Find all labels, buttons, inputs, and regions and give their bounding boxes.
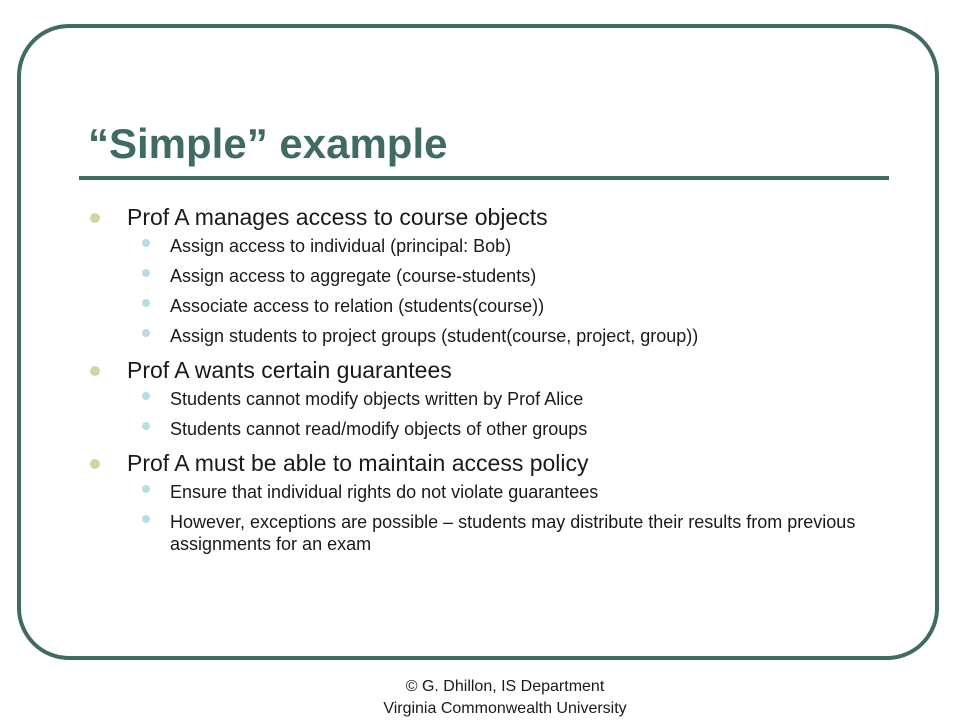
bullet-group bbox=[88, 202, 888, 347]
footer-line-university: Virginia Commonwealth University bbox=[383, 700, 627, 717]
sub-bullet-dot-icon bbox=[142, 299, 150, 307]
bullet-item bbox=[88, 202, 888, 232]
bullet-text: Prof A wants certain guarantees bbox=[127, 357, 452, 383]
sub-bullet-dot-icon bbox=[142, 239, 150, 247]
slide-title: “Simple” example bbox=[88, 120, 448, 167]
sub-bullet-item bbox=[88, 235, 888, 257]
sub-bullet-item bbox=[88, 418, 888, 440]
sub-bullet-text: Students cannot read/modify objects of other groups bbox=[170, 419, 588, 439]
bullet-dot-icon bbox=[90, 366, 100, 376]
footer-line-department: © G. Dhillon, IS Department bbox=[405, 678, 605, 695]
slide-footer bbox=[0, 676, 960, 720]
sub-bullet-text: However, exceptions are possible – students may distribute their results from previous assignments for an exam bbox=[170, 512, 856, 554]
sub-bullet-item bbox=[88, 325, 888, 347]
sub-bullet-text: Assign access to individual (principal: Bob) bbox=[170, 236, 512, 256]
sub-bullet-item bbox=[88, 295, 888, 317]
title-underline bbox=[79, 176, 889, 180]
bullet-item bbox=[88, 448, 888, 478]
bullet-dot-icon bbox=[90, 213, 100, 223]
bullet-text: Prof A manages access to course objects bbox=[127, 204, 548, 230]
bullet-dot-icon bbox=[90, 459, 100, 469]
sub-bullet-text: Assign access to aggregate (course-students) bbox=[170, 266, 537, 286]
bullet-group bbox=[88, 355, 888, 440]
bullet-item bbox=[88, 355, 888, 385]
sub-bullet-item bbox=[88, 511, 888, 555]
bullet-list bbox=[88, 202, 888, 563]
sub-bullet-dot-icon bbox=[142, 269, 150, 277]
sub-bullet-item bbox=[88, 481, 888, 503]
sub-bullet-dot-icon bbox=[142, 515, 150, 523]
sub-bullet-text: Students cannot modify objects written by Prof Alice bbox=[170, 389, 584, 409]
sub-bullet-dot-icon bbox=[142, 485, 150, 493]
bullet-text: Prof A must be able to maintain access policy bbox=[127, 450, 589, 476]
sub-bullet-text: Ensure that individual rights do not violate guarantees bbox=[170, 482, 599, 502]
sub-bullet-dot-icon bbox=[142, 392, 150, 400]
sub-bullet-dot-icon bbox=[142, 329, 150, 337]
sub-bullet-dot-icon bbox=[142, 422, 150, 430]
bullet-group bbox=[88, 448, 888, 555]
sub-bullet-item bbox=[88, 265, 888, 287]
sub-bullet-item bbox=[88, 388, 888, 410]
sub-bullet-text: Assign students to project groups (student(course, project, group)) bbox=[170, 326, 699, 346]
sub-bullet-text: Associate access to relation (students(course)) bbox=[170, 296, 545, 316]
